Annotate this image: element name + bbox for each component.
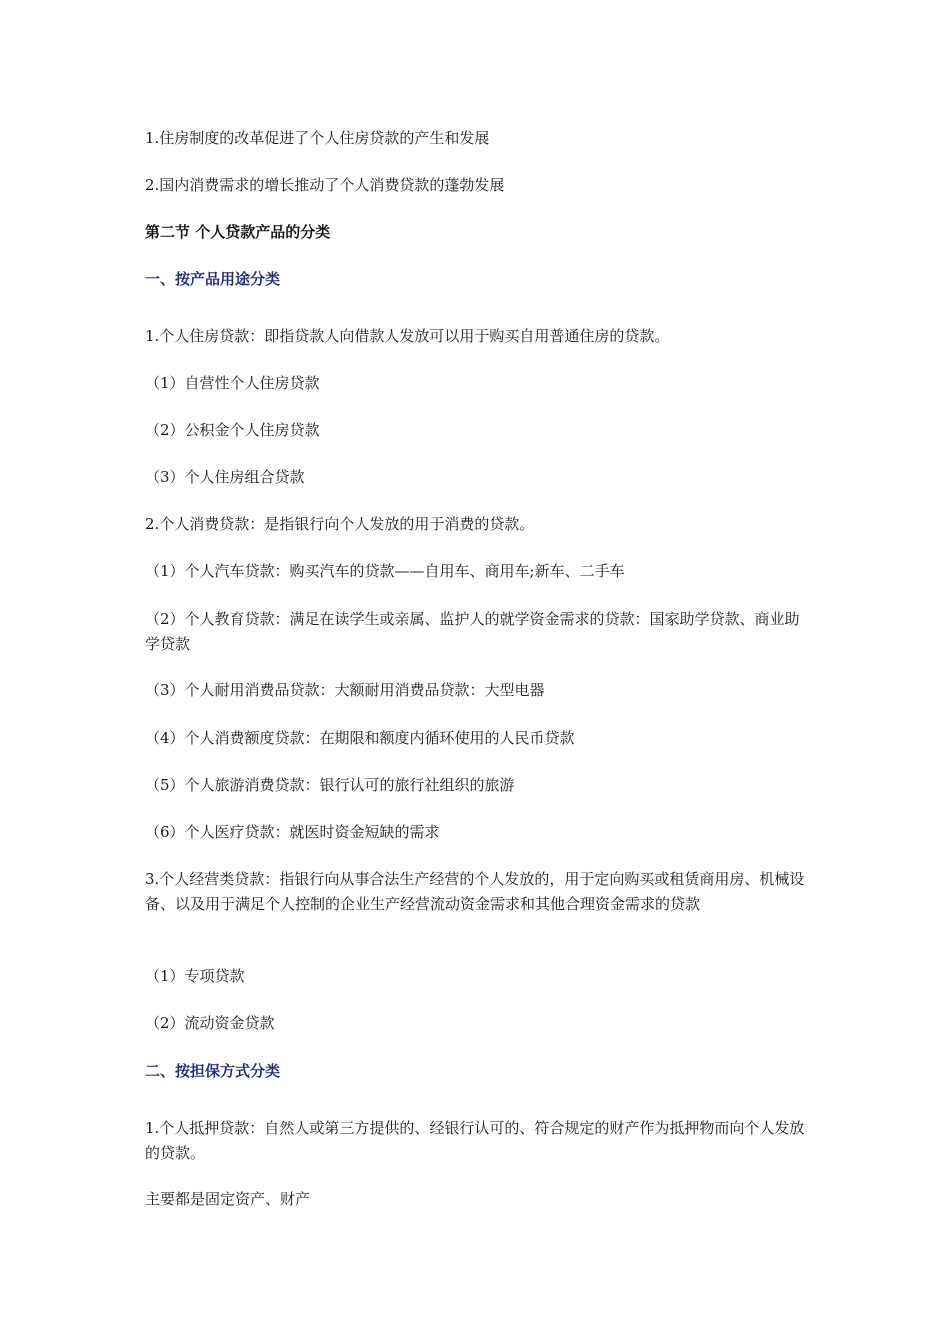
- housing-sub-2: （2）公积金个人住房贷款: [145, 421, 320, 439]
- part-1-title: 一、按产品用途分类: [145, 270, 281, 288]
- consumer-sub-3: （3）个人耐用消费品贷款：大额耐用消费品贷款：大型电器: [145, 681, 545, 699]
- business-loan-text: 3.个人经营类贷款：指银行向从事合法生产经营的个人发放的，用于定向购买或租赁商用房、机械设备、以及用于满足个人控制的企业生产经营流动资金需求和其他合理资金需求的贷款: [145, 870, 805, 913]
- housing-sub-3: （3）个人住房组合贷款: [145, 468, 305, 486]
- business-sub-1: （1）专项贷款: [145, 967, 245, 985]
- consumer-sub-2: （2）个人教育贷款：满足在读学生或亲属、监护人的就学资金需求的贷款：国家助学贷款、商业助学贷款: [145, 610, 800, 653]
- consumer-sub-1: （1）个人汽车贷款：购买汽车的贷款——自用车、商用车;新车、二手车: [145, 562, 625, 580]
- consumer-sub-4: （4）个人消费额度贷款：在期限和额度内循环使用的人民币贷款: [145, 729, 575, 747]
- section-title: 第二节 个人贷款产品的分类: [145, 223, 331, 241]
- consumer-sub-6: （6）个人医疗贷款：就医时资金短缺的需求: [145, 823, 440, 841]
- consumer-loan-text: 2.个人消费贷款：是指银行向个人发放的用于消费的贷款。: [145, 515, 535, 533]
- part-2-title: 二、按担保方式分类: [145, 1062, 281, 1080]
- intro-item-2: 2.国内消费需求的增长推动了个人消费贷款的蓬勃发展: [145, 176, 505, 194]
- consumer-sub-5: （5）个人旅游消费贷款：银行认可的旅行社组织的旅游: [145, 776, 515, 794]
- housing-loan-text: 1.个人住房贷款：即指贷款人向借款人发放可以用于购买自用普通住房的贷款。: [145, 327, 670, 345]
- mortgage-note: 主要都是固定资产、财产: [145, 1190, 311, 1208]
- mortgage-loan-text: 1.个人抵押贷款：自然人或第三方提供的、经银行认可的、符合规定的财产作为抵押物而向个人发放的贷款。: [145, 1119, 805, 1162]
- intro-item-1: 1.住房制度的改革促进了个人住房贷款的产生和发展: [145, 129, 490, 147]
- housing-sub-1: （1）自营性个人住房贷款: [145, 374, 320, 392]
- business-sub-2: （2）流动资金贷款: [145, 1014, 275, 1032]
